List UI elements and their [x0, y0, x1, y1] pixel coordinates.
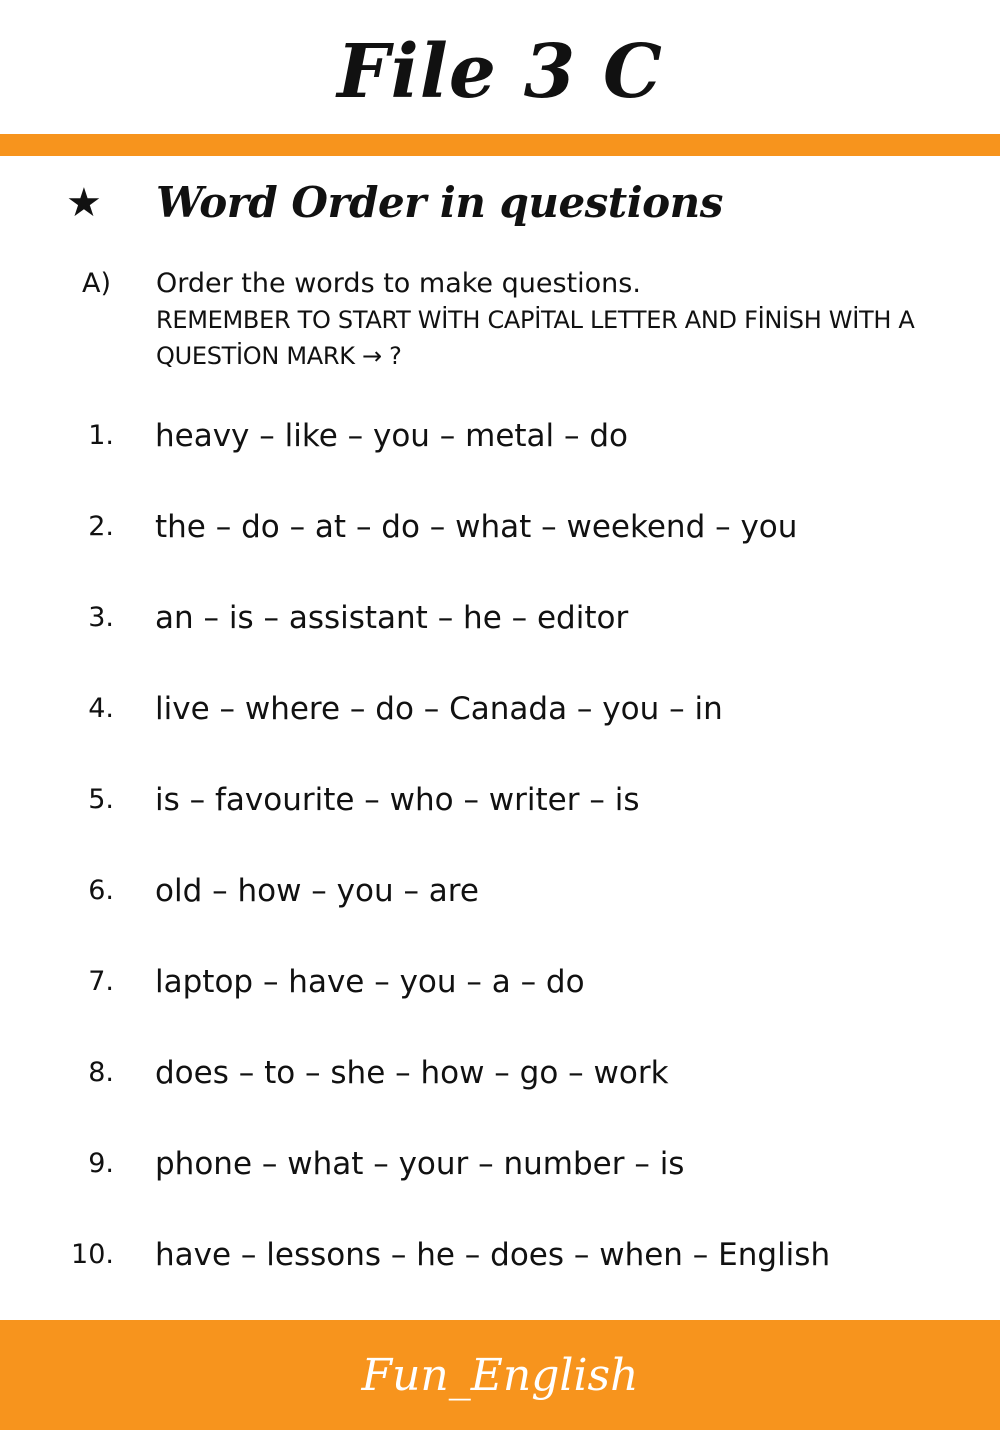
question-list	[0, 408, 1000, 1318]
question-item-8	[0, 1045, 1000, 1136]
section-heading: Word Order in questions	[156, 178, 723, 227]
instruction-line-2: REMEMBER TO START WİTH CAPİTAL LETTER AND FİNİSH WİTH A QUESTİON MARK → ?	[156, 306, 915, 370]
question-item-2	[0, 499, 1000, 590]
question-number: 7.	[88, 966, 114, 997]
question-item-1	[0, 408, 1000, 499]
instruction-text	[156, 266, 986, 374]
question-item-10	[0, 1227, 1000, 1318]
question-words: old – how – you – are	[155, 873, 479, 909]
question-number: 2.	[88, 511, 114, 542]
question-number: 6.	[88, 875, 114, 906]
question-words: phone – what – your – number – is	[155, 1146, 685, 1182]
question-words: heavy – like – you – metal – do	[155, 418, 629, 454]
question-words: the – do – at – do – what – weekend – you	[155, 509, 798, 545]
question-words: laptop – have – you – a – do	[155, 964, 585, 1000]
question-number: 10.	[71, 1239, 114, 1270]
question-item-7	[0, 954, 1000, 1045]
instruction-marker: A)	[82, 268, 112, 299]
question-number: 1.	[88, 420, 114, 451]
question-number: 8.	[88, 1057, 114, 1088]
footer-brand: Fun_English	[361, 1350, 639, 1401]
question-words: is – favourite – who – writer – is	[155, 782, 640, 818]
question-number: 9.	[88, 1148, 114, 1179]
question-words: have – lessons – he – does – when – English	[155, 1237, 831, 1273]
question-item-4	[0, 681, 1000, 772]
question-number: 4.	[88, 693, 114, 724]
question-item-3	[0, 590, 1000, 681]
footer-bar	[0, 1320, 1000, 1430]
question-number: 3.	[88, 602, 114, 633]
question-item-6	[0, 863, 1000, 954]
question-words: does – to – she – how – go – work	[155, 1055, 669, 1091]
question-words: an – is – assistant – he – editor	[155, 600, 629, 636]
star-icon: ★	[66, 180, 102, 226]
top-divider-bar	[0, 134, 1000, 156]
instruction-line-1: Order the words to make questions.	[156, 268, 641, 299]
page-title: File 3 C	[337, 29, 663, 115]
question-words: live – where – do – Canada – you – in	[155, 691, 723, 727]
section-heading-row	[66, 168, 723, 238]
question-item-5	[0, 772, 1000, 863]
question-number: 5.	[88, 784, 114, 815]
question-item-9	[0, 1136, 1000, 1227]
